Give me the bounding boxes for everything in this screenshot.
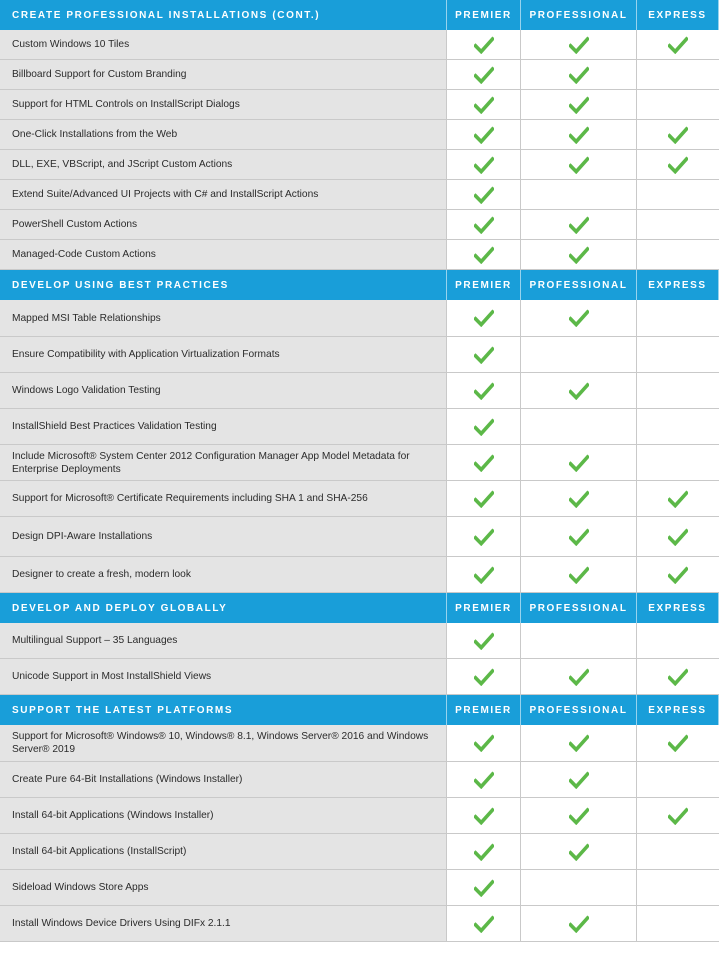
feature-label: Sideload Windows Store Apps bbox=[0, 870, 447, 906]
checkmark-icon bbox=[569, 216, 589, 234]
checkmark-icon bbox=[668, 126, 688, 144]
feature-label: Custom Windows 10 Tiles bbox=[0, 30, 447, 60]
cell-premier bbox=[447, 798, 521, 834]
cell-premier bbox=[447, 300, 521, 337]
cell-professional bbox=[521, 337, 637, 373]
checkmark-icon bbox=[569, 734, 589, 752]
checkmark-icon bbox=[474, 490, 494, 508]
cell-premier bbox=[447, 120, 521, 150]
cell-premier bbox=[447, 725, 521, 762]
column-header-professional: PROFESSIONAL bbox=[521, 0, 637, 30]
feature-label: Install Windows Device Drivers Using DIFx 2.1.1 bbox=[0, 906, 447, 942]
checkmark-icon bbox=[474, 246, 494, 264]
feature-label: Create Pure 64-Bit Installations (Windows Installer) bbox=[0, 762, 447, 798]
column-header-premier: PREMIER bbox=[447, 270, 521, 300]
checkmark-icon bbox=[474, 528, 494, 546]
cell-professional bbox=[521, 60, 637, 90]
feature-label: Extend Suite/Advanced UI Projects with C# and InstallScript Actions bbox=[0, 180, 447, 210]
cell-premier bbox=[447, 517, 521, 557]
checkmark-icon bbox=[474, 346, 494, 364]
checkmark-icon bbox=[474, 771, 494, 789]
feature-label: Billboard Support for Custom Branding bbox=[0, 60, 447, 90]
checkmark-icon bbox=[569, 156, 589, 174]
checkmark-icon bbox=[474, 632, 494, 650]
cell-premier bbox=[447, 445, 521, 481]
checkmark-icon bbox=[668, 490, 688, 508]
checkmark-icon bbox=[668, 528, 688, 546]
cell-express bbox=[637, 517, 719, 557]
cell-premier bbox=[447, 150, 521, 180]
checkmark-icon bbox=[569, 66, 589, 84]
cell-express bbox=[637, 337, 719, 373]
cell-express bbox=[637, 120, 719, 150]
cell-express bbox=[637, 557, 719, 593]
cell-express bbox=[637, 60, 719, 90]
checkmark-icon bbox=[474, 156, 494, 174]
feature-label: Support for HTML Controls on InstallScript Dialogs bbox=[0, 90, 447, 120]
cell-express bbox=[637, 481, 719, 517]
feature-label: Include Microsoft® System Center 2012 Configuration Manager App Model Metadata for Enterprise Deployments bbox=[0, 445, 447, 481]
checkmark-icon bbox=[474, 566, 494, 584]
section-title: DEVELOP USING BEST PRACTICES bbox=[0, 270, 447, 300]
cell-premier bbox=[447, 762, 521, 798]
column-header-professional: PROFESSIONAL bbox=[521, 593, 637, 623]
cell-premier bbox=[447, 834, 521, 870]
checkmark-icon bbox=[668, 566, 688, 584]
checkmark-icon bbox=[474, 879, 494, 897]
checkmark-icon bbox=[474, 126, 494, 144]
cell-professional bbox=[521, 659, 637, 695]
cell-express bbox=[637, 659, 719, 695]
feature-label: Unicode Support in Most InstallShield Views bbox=[0, 659, 447, 695]
checkmark-icon bbox=[569, 454, 589, 472]
checkmark-icon bbox=[569, 843, 589, 861]
feature-label: PowerShell Custom Actions bbox=[0, 210, 447, 240]
feature-label: Designer to create a fresh, modern look bbox=[0, 557, 447, 593]
column-header-express: EXPRESS bbox=[637, 0, 719, 30]
checkmark-icon bbox=[668, 807, 688, 825]
column-header-express: EXPRESS bbox=[637, 695, 719, 725]
feature-label: One-Click Installations from the Web bbox=[0, 120, 447, 150]
checkmark-icon bbox=[569, 490, 589, 508]
checkmark-icon bbox=[474, 216, 494, 234]
section-4 bbox=[0, 695, 719, 942]
cell-express bbox=[637, 90, 719, 120]
cell-express bbox=[637, 210, 719, 240]
cell-express bbox=[637, 373, 719, 409]
cell-premier bbox=[447, 659, 521, 695]
checkmark-icon bbox=[474, 734, 494, 752]
cell-professional bbox=[521, 557, 637, 593]
feature-label: Ensure Compatibility with Application Virtualization Formats bbox=[0, 337, 447, 373]
cell-premier bbox=[447, 481, 521, 517]
checkmark-icon bbox=[474, 915, 494, 933]
column-header-premier: PREMIER bbox=[447, 593, 521, 623]
column-header-express: EXPRESS bbox=[637, 593, 719, 623]
cell-express bbox=[637, 834, 719, 870]
checkmark-icon bbox=[569, 668, 589, 686]
cell-professional bbox=[521, 834, 637, 870]
checkmark-icon bbox=[668, 156, 688, 174]
column-header-premier: PREMIER bbox=[447, 695, 521, 725]
cell-professional bbox=[521, 762, 637, 798]
cell-express bbox=[637, 762, 719, 798]
checkmark-icon bbox=[474, 418, 494, 436]
cell-express bbox=[637, 623, 719, 659]
feature-label: Install 64-bit Applications (InstallScript) bbox=[0, 834, 447, 870]
cell-premier bbox=[447, 210, 521, 240]
checkmark-icon bbox=[569, 771, 589, 789]
cell-premier bbox=[447, 60, 521, 90]
feature-label: Managed-Code Custom Actions bbox=[0, 240, 447, 270]
cell-express bbox=[637, 409, 719, 445]
cell-express bbox=[637, 180, 719, 210]
section-1 bbox=[0, 0, 719, 270]
checkmark-icon bbox=[474, 454, 494, 472]
cell-express bbox=[637, 300, 719, 337]
cell-premier bbox=[447, 373, 521, 409]
cell-professional bbox=[521, 120, 637, 150]
cell-professional bbox=[521, 517, 637, 557]
cell-premier bbox=[447, 30, 521, 60]
cell-professional bbox=[521, 445, 637, 481]
cell-express bbox=[637, 870, 719, 906]
cell-professional bbox=[521, 373, 637, 409]
cell-professional bbox=[521, 90, 637, 120]
cell-express bbox=[637, 445, 719, 481]
feature-label: Support for Microsoft® Windows® 10, Windows® 8.1, Windows Server® 2016 and Windows Server® 2019 bbox=[0, 725, 447, 762]
checkmark-icon bbox=[569, 915, 589, 933]
checkmark-icon bbox=[474, 382, 494, 400]
checkmark-icon bbox=[668, 734, 688, 752]
cell-premier bbox=[447, 906, 521, 942]
cell-premier bbox=[447, 337, 521, 373]
cell-professional bbox=[521, 623, 637, 659]
feature-label: Design DPI-Aware Installations bbox=[0, 517, 447, 557]
feature-label: Support for Microsoft® Certificate Requirements including SHA 1 and SHA-256 bbox=[0, 481, 447, 517]
cell-professional bbox=[521, 150, 637, 180]
section-title: DEVELOP AND DEPLOY GLOBALLY bbox=[0, 593, 447, 623]
checkmark-icon bbox=[474, 96, 494, 114]
checkmark-icon bbox=[569, 382, 589, 400]
cell-professional bbox=[521, 409, 637, 445]
checkmark-icon bbox=[474, 186, 494, 204]
checkmark-icon bbox=[569, 246, 589, 264]
feature-label: Windows Logo Validation Testing bbox=[0, 373, 447, 409]
cell-professional bbox=[521, 725, 637, 762]
cell-express bbox=[637, 798, 719, 834]
checkmark-icon bbox=[569, 36, 589, 54]
cell-express bbox=[637, 30, 719, 60]
column-header-premier: PREMIER bbox=[447, 0, 521, 30]
cell-express bbox=[637, 725, 719, 762]
checkmark-icon bbox=[474, 843, 494, 861]
checkmark-icon bbox=[569, 528, 589, 546]
feature-label: Mapped MSI Table Relationships bbox=[0, 300, 447, 337]
cell-professional bbox=[521, 30, 637, 60]
cell-professional bbox=[521, 240, 637, 270]
checkmark-icon bbox=[474, 807, 494, 825]
checkmark-icon bbox=[474, 66, 494, 84]
cell-professional bbox=[521, 798, 637, 834]
section-2 bbox=[0, 270, 719, 593]
checkmark-icon bbox=[569, 807, 589, 825]
cell-premier bbox=[447, 557, 521, 593]
cell-express bbox=[637, 150, 719, 180]
cell-premier bbox=[447, 240, 521, 270]
checkmark-icon bbox=[569, 309, 589, 327]
cell-professional bbox=[521, 210, 637, 240]
feature-label: DLL, EXE, VBScript, and JScript Custom Actions bbox=[0, 150, 447, 180]
cell-premier bbox=[447, 409, 521, 445]
checkmark-icon bbox=[474, 668, 494, 686]
section-title: CREATE PROFESSIONAL INSTALLATIONS (CONT.) bbox=[0, 0, 447, 30]
checkmark-icon bbox=[474, 36, 494, 54]
cell-express bbox=[637, 906, 719, 942]
cell-express bbox=[637, 240, 719, 270]
column-header-professional: PROFESSIONAL bbox=[521, 695, 637, 725]
checkmark-icon bbox=[474, 309, 494, 327]
checkmark-icon bbox=[668, 668, 688, 686]
section-3 bbox=[0, 593, 719, 695]
cell-premier bbox=[447, 870, 521, 906]
cell-premier bbox=[447, 90, 521, 120]
checkmark-icon bbox=[569, 566, 589, 584]
cell-premier bbox=[447, 623, 521, 659]
column-header-express: EXPRESS bbox=[637, 270, 719, 300]
cell-premier bbox=[447, 180, 521, 210]
feature-label: Install 64-bit Applications (Windows Installer) bbox=[0, 798, 447, 834]
cell-professional bbox=[521, 481, 637, 517]
feature-label: Multilingual Support – 35 Languages bbox=[0, 623, 447, 659]
cell-professional bbox=[521, 180, 637, 210]
feature-label: InstallShield Best Practices Validation Testing bbox=[0, 409, 447, 445]
cell-professional bbox=[521, 870, 637, 906]
column-header-professional: PROFESSIONAL bbox=[521, 270, 637, 300]
section-title: SUPPORT THE LATEST PLATFORMS bbox=[0, 695, 447, 725]
cell-professional bbox=[521, 300, 637, 337]
checkmark-icon bbox=[569, 126, 589, 144]
checkmark-icon bbox=[668, 36, 688, 54]
cell-professional bbox=[521, 906, 637, 942]
checkmark-icon bbox=[569, 96, 589, 114]
